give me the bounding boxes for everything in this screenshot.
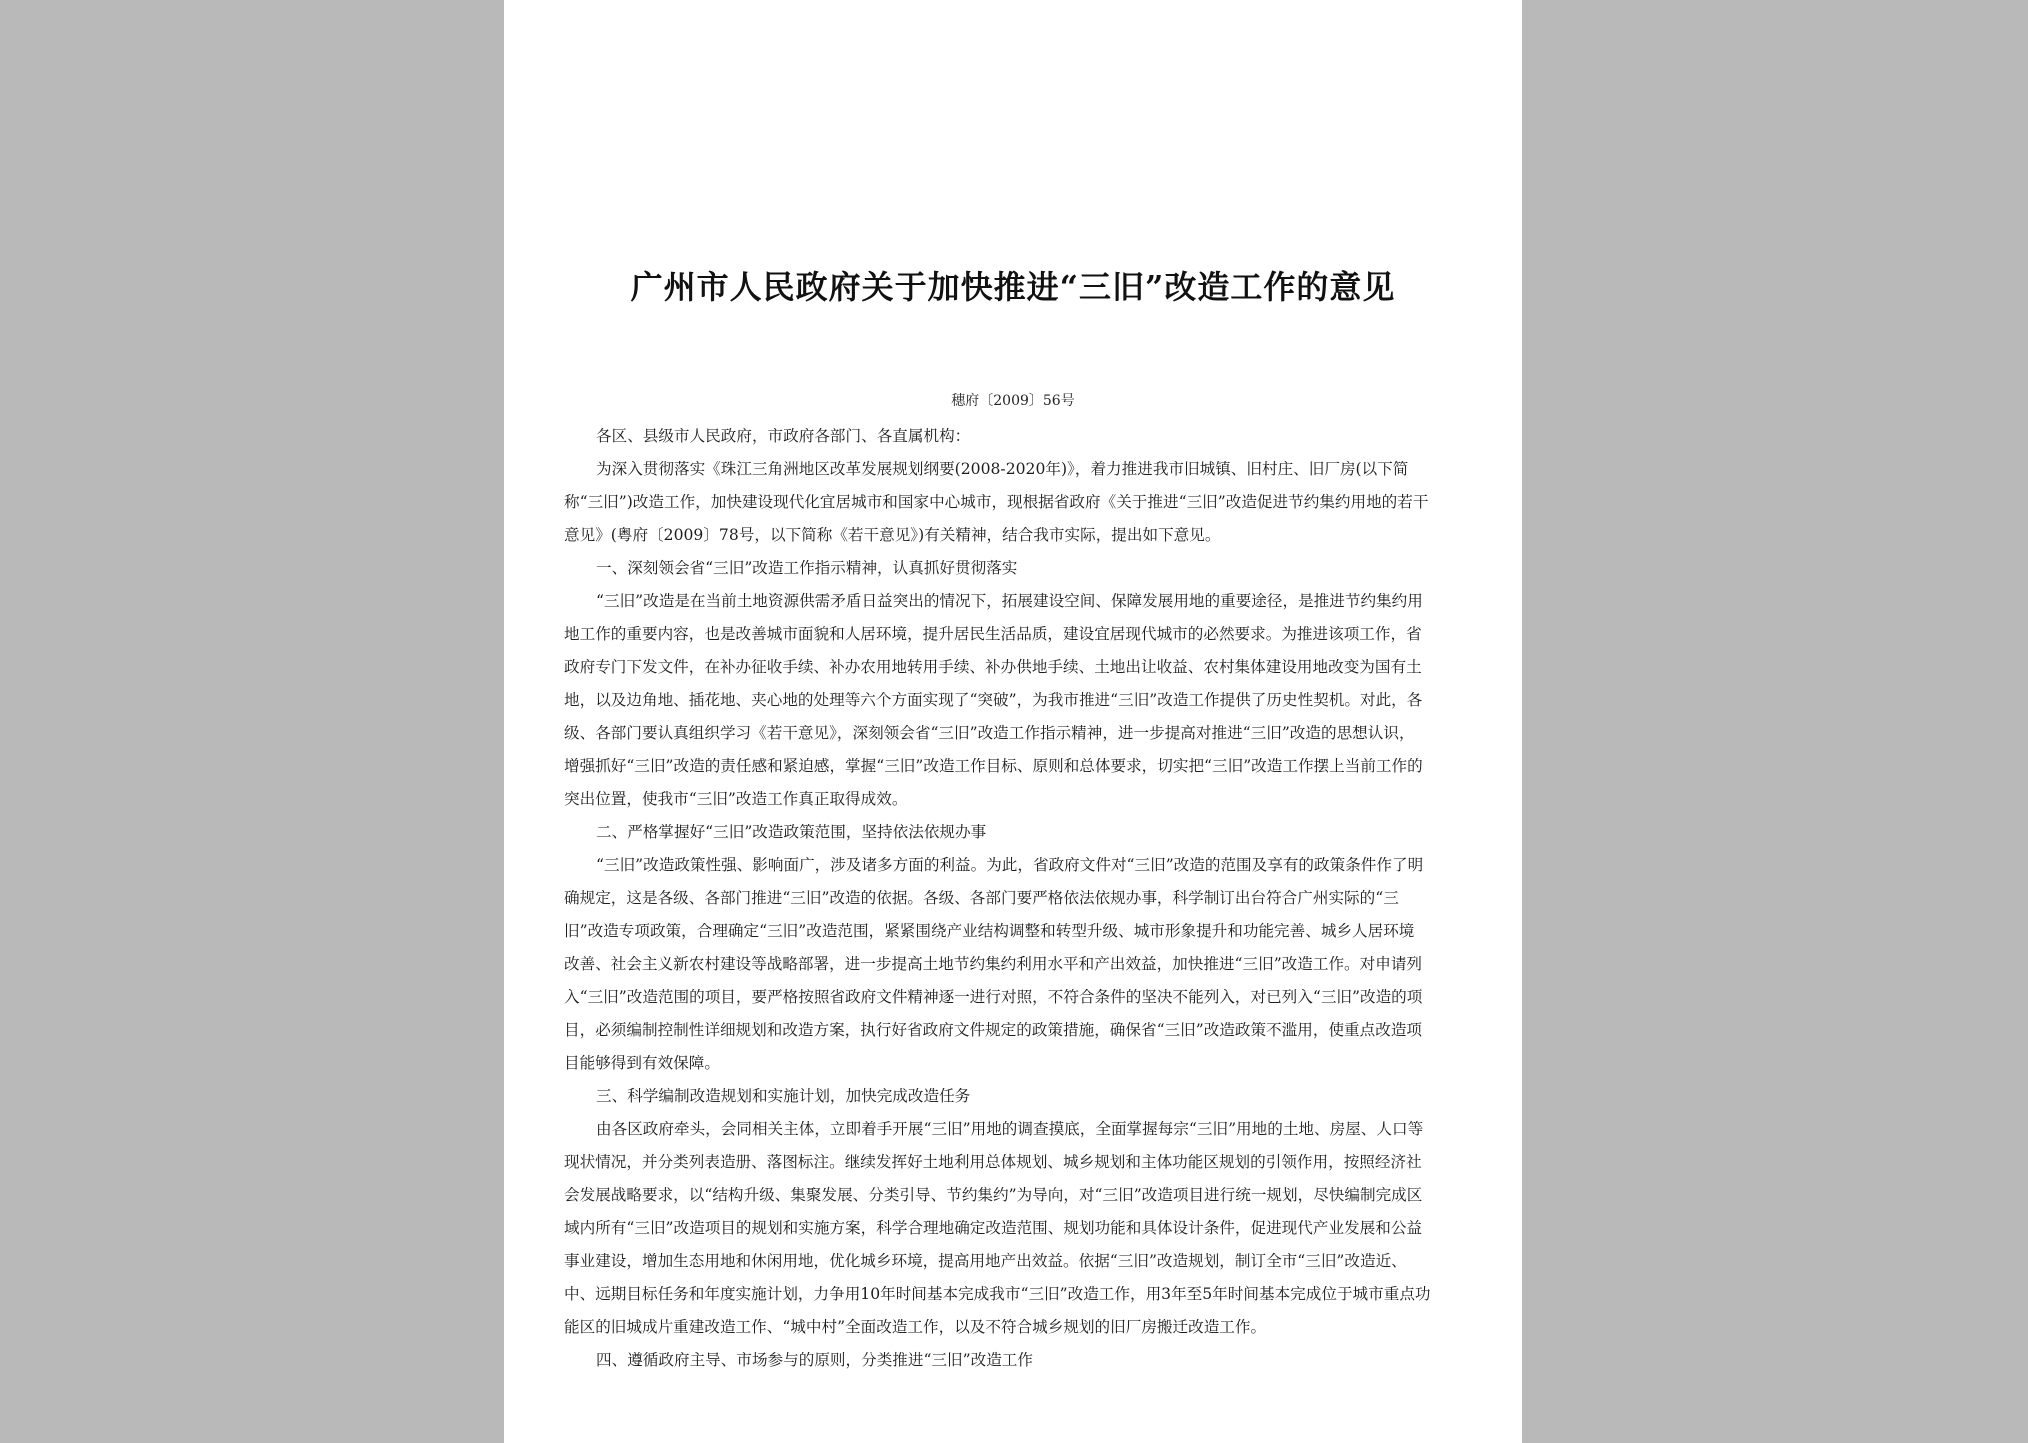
body-line: 各区、县级市人民政府，市政府各部门、各直属机构： (596, 427, 971, 445)
body-line: 由各区政府牵头，会同相关主体，立即着手开展“三旧”用地的调查摸底，全面掌握每宗“三旧”用地的土地、房屋、人口等 (596, 1120, 1424, 1138)
body-line: 意见》(粤府〔2009〕78号，以下简称《若干意见》)有关精神，结合我市实际，提出如下意见。 (564, 526, 1221, 544)
body-line: 四、遵循政府主导、市场参与的原则，分类推进“三旧”改造工作 (596, 1351, 1033, 1369)
document-number: 穗府〔2009〕56号 (951, 393, 1075, 409)
body-line: 二、严格掌握好“三旧”改造政策范围，坚持依法依规办事 (596, 823, 987, 841)
body-line: 突出位置，使我市“三旧”改造工作真正取得成效。 (564, 790, 908, 808)
body-line: 政府专门下发文件，在补办征收手续、补办农用地转用手续、补办供地手续、土地出让收益、农村集体建设用地改变为国有土 (564, 658, 1422, 676)
body-line: 中、远期目标任务和年度实施计划，力争用10年时间基本完成我市“三旧”改造工作，用3年至5年时间基本完成位于城市重点功 (564, 1285, 1431, 1303)
body-line: 域内所有“三旧”改造项目的规划和实施方案，科学合理地确定改造范围、规划功能和具体设计条件，促进现代产业发展和公益 (564, 1219, 1423, 1237)
body-line: 三、科学编制改造规划和实施计划，加快完成改造任务 (596, 1087, 971, 1105)
body-line: 能区的旧城成片重建改造工作、“城中村”全面改造工作，以及不符合城乡规划的旧厂房搬迁改造工作。 (564, 1318, 1267, 1336)
body-line: 现状情况，并分类列表造册、落图标注。继续发挥好土地利用总体规划、城乡规划和主体功能区规划的引领作用，按照经济社 (564, 1153, 1422, 1171)
body-line: 增强抓好“三旧”改造的责任感和紧迫感，掌握“三旧”改造工作目标、原则和总体要求，切实把“三旧”改造工作摆上当前工作的 (564, 757, 1423, 775)
document-body (564, 420, 1470, 1377)
document-title: 广州市人民政府关于加快推进“三旧”改造工作的意见 (630, 268, 1396, 306)
body-line: 入“三旧”改造范围的项目，要严格按照省政府文件精神逐一进行对照，不符合条件的坚决不能列入，对已列入“三旧”改造的项 (564, 988, 1423, 1006)
body-line: 目，必须编制控制性详细规划和改造方案，执行好省政府文件规定的政策措施，确保省“三旧”改造政策不滥用，使重点改造项 (564, 1021, 1423, 1039)
body-line: 称“三旧”)改造工作，加快建设现代化宜居城市和国家中心城市，现根据省政府《关于推进“三旧”改造促进节约集约用地的若干 (564, 493, 1429, 511)
body-line: 一、深刻领会省“三旧”改造工作指示精神，认真抓好贯彻落实 (596, 559, 1018, 577)
body-line: 为深入贯彻落实《珠江三角洲地区改革发展规划纲要(2008-2020年)》，着力推进我市旧城镇、旧村庄、旧厂房(以下简 (596, 460, 1409, 478)
body-line: 改善、社会主义新农村建设等战略部署，进一步提高土地节约集约利用水平和产出效益，加快推进“三旧”改造工作。对申请列 (564, 955, 1423, 973)
body-line: 旧”改造专项政策，合理确定“三旧”改造范围，紧紧围绕产业结构调整和转型升级、城市形象提升和功能完善、城乡人居环境 (564, 922, 1415, 940)
body-line: 地工作的重要内容，也是改善城市面貌和人居环境，提升居民生活品质，建设宜居现代城市的必然要求。为推进该项工作，省 (564, 625, 1422, 643)
body-line: 地，以及边角地、插花地、夹心地的处理等六个方面实现了“突破”，为我市推进“三旧”改造工作提供了历史性契机。对此，各 (564, 691, 1423, 709)
document-page (504, 0, 1522, 1443)
body-line: “三旧”改造政策性强、影响面广，涉及诸多方面的利益。为此，省政府文件对“三旧”改造的范围及享有的政策条件作了明 (596, 856, 1424, 874)
body-line: 级、各部门要认真组织学习《若干意见》，深刻领会省“三旧”改造工作指示精神，进一步提高对推进“三旧”改造的思想认识， (564, 724, 1415, 742)
body-line: 确规定，这是各级、各部门推进“三旧”改造的依据。各级、各部门要严格依法依规办事，科学制订出台符合广州实际的“三 (564, 889, 1399, 907)
body-line: 会发展战略要求，以“结构升级、集聚发展、分类引导、节约集约”为导向，对“三旧”改造项目进行统一规划，尽快编制完成区 (564, 1186, 1423, 1204)
body-line: “三旧”改造是在当前土地资源供需矛盾日益突出的情况下，拓展建设空间、保障发展用地的重要途径，是推进节约集约用 (596, 592, 1423, 610)
body-line: 目能够得到有效保障。 (564, 1054, 720, 1072)
body-line: 事业建设，增加生态用地和休闲用地，优化城乡环境，提高用地产出效益。依据“三旧”改造规划，制订全市“三旧”改造近、 (564, 1252, 1407, 1270)
